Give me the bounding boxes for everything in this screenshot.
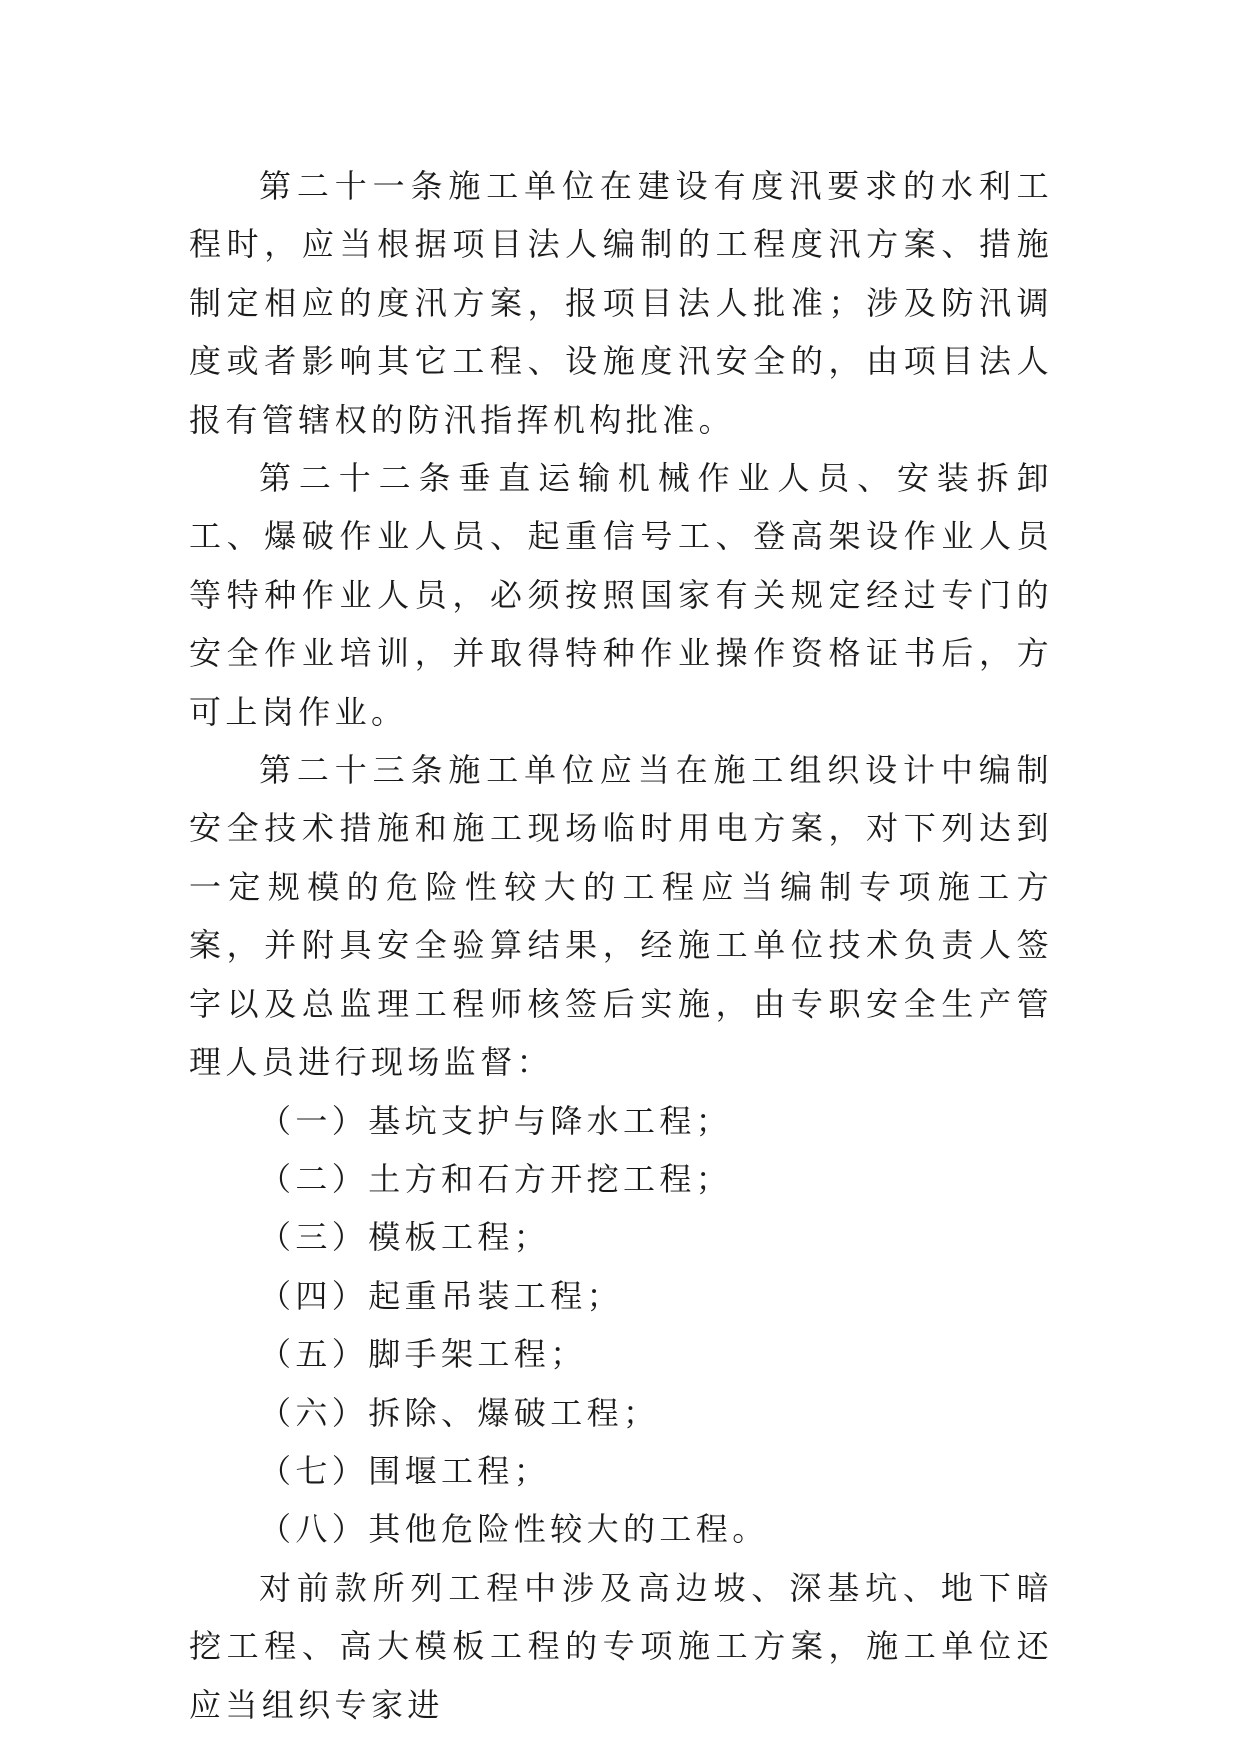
list-item: （五）脚手架工程； xyxy=(259,1335,587,1374)
article-22-paragraph: 第二十二条垂直运输机械作业人员、安装拆卸工、爆破作业人员、起重信号工、登高架设作业人员等特种作业人员，必须按照国家有关规定经过专门的安全作业培训，并取得特种作业操作资格证书后，方可上岗作业。 xyxy=(189,459,1053,731)
article-21-paragraph: 第二十一条施工单位在建设有度汛要求的水利工程时，应当根据项目法人编制的工程度汛方案、措施制定相应的度汛方案，报项目法人批准；涉及防汛调度或者影响其它工程、设施度汛安全的，由项目法人报有管辖权的防汛指挥机构批准。 xyxy=(189,167,1053,439)
list-item: （二）土方和石方开挖工程； xyxy=(259,1159,733,1198)
list-item: （四）起重吊装工程； xyxy=(259,1276,624,1315)
closing-paragraph: 对前款所列工程中涉及高边坡、深基坑、地下暗挖工程、高大模板工程的专项施工方案，施工单位还应当组织专家进 xyxy=(189,1568,1053,1724)
list-item: （八）其他危险性较大的工程。 xyxy=(259,1510,769,1549)
list-item: （一）基坑支护与降水工程； xyxy=(259,1101,733,1140)
document-body xyxy=(189,157,1053,1734)
article-23-paragraph: 第二十三条施工单位应当在施工组织设计中编制安全技术措施和施工现场临时用电方案，对下列达到一定规模的危险性较大的工程应当编制专项施工方案，并附具安全验算结果，经施工单位技术负责人签字以及总监理工程师核签后实施，由专职安全生产管理人员进行现场监督： xyxy=(189,751,1053,1082)
list-item: （六）拆除、爆破工程； xyxy=(259,1393,660,1432)
list-item: （三）模板工程； xyxy=(259,1218,551,1257)
list-item: （七）围堰工程； xyxy=(259,1451,551,1490)
